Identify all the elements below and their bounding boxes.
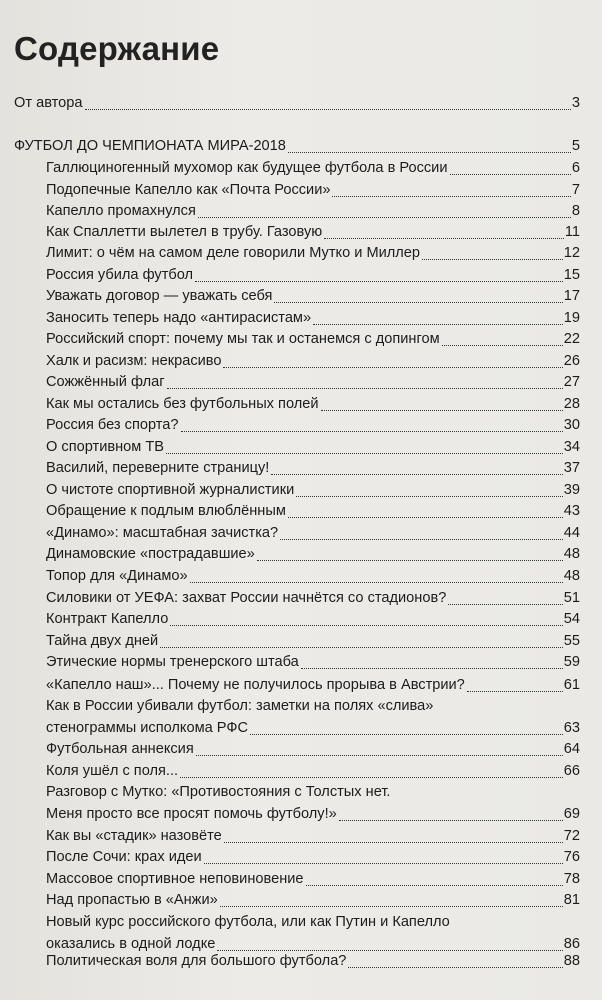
toc-entry-title: Этические нормы тренерского штаба xyxy=(46,654,299,670)
toc-entry-title: О чистоте спортивной журналистики xyxy=(46,482,295,498)
toc-leader-dots xyxy=(324,238,564,239)
toc-entry[interactable] xyxy=(46,157,580,179)
toc-entry-title: Россия убила футбол xyxy=(46,267,194,283)
toc-entry-line2 xyxy=(46,717,580,739)
toc-leader-dots xyxy=(224,842,563,843)
toc-page-number: 17 xyxy=(563,288,580,304)
toc-entry[interactable] xyxy=(46,457,580,479)
toc-page-number: 63 xyxy=(563,720,580,736)
toc-entry[interactable] xyxy=(46,307,580,329)
toc-leader-dots xyxy=(313,324,563,325)
toc-page-number: 19 xyxy=(563,310,580,326)
toc-page-number: 51 xyxy=(563,590,580,606)
toc-entry-title: «Капелло наш»... Почему не получилось прорыва в Австрии? xyxy=(46,677,465,693)
toc-leader-dots xyxy=(257,560,563,561)
toc-page-number: 27 xyxy=(563,374,580,390)
toc-leader-dots xyxy=(190,582,563,583)
toc-entry[interactable] xyxy=(46,285,580,307)
toc-entry[interactable] xyxy=(46,350,580,372)
page-title: Содержание xyxy=(14,30,220,67)
toc-entry-title: Динамовские «пострадавшие» xyxy=(46,546,255,562)
toc-leader-dots xyxy=(180,777,563,778)
toc-entry-title: стенограммы исполкома РФС xyxy=(46,720,249,736)
toc-page-number: 3 xyxy=(571,95,580,111)
toc-entry-title: Заносить теперь надо «антирасистам» xyxy=(46,310,312,326)
toc-page-number: 54 xyxy=(563,611,580,627)
toc-entry-title: Галлюциногенный мухомор как будущее футбола в России xyxy=(46,160,448,176)
toc-entry-title: Россия без спорта? xyxy=(46,417,179,433)
toc-entry[interactable] xyxy=(46,500,580,522)
toc-leader-dots xyxy=(280,539,563,540)
toc-leader-dots xyxy=(348,967,562,968)
toc-entry-title-line1: Как в России убивали футбол: заметки на полях «слива» xyxy=(46,698,434,714)
toc-page-number: 30 xyxy=(563,417,580,433)
toc-entry-title: Контракт Капелло xyxy=(46,611,169,627)
toc-entry[interactable] xyxy=(46,695,580,739)
toc-entry-title: Массовое спортивное неповиновение xyxy=(46,871,304,887)
toc-entry-title: Меня просто все просят помочь футболу!» xyxy=(46,806,337,822)
toc-entry[interactable] xyxy=(46,674,580,696)
toc-entry[interactable] xyxy=(46,608,580,630)
toc-page-number: 43 xyxy=(563,503,580,519)
toc-leader-dots xyxy=(198,217,571,218)
toc-leader-dots xyxy=(195,281,563,282)
toc-entry[interactable] xyxy=(46,543,580,565)
toc-entry[interactable] xyxy=(46,200,580,222)
toc-entry[interactable] xyxy=(46,868,580,890)
toc-leader-dots xyxy=(160,647,563,648)
toc-entry[interactable] xyxy=(46,328,580,350)
toc-entry-title: Как Спаллетти вылетел в трубу. Газовую xyxy=(46,224,323,240)
toc-entry-title: Футбольная аннексия xyxy=(46,741,194,757)
toc-entry[interactable] xyxy=(46,393,580,415)
toc-entry-title: От автора xyxy=(14,95,83,111)
toc-entry-title: оказались в одной лодке xyxy=(46,936,216,952)
toc-page-number: 61 xyxy=(563,677,580,693)
toc-page-number: 39 xyxy=(563,482,580,498)
toc-leader-dots xyxy=(170,625,562,626)
toc-leader-dots xyxy=(306,885,563,886)
toc-leader-dots xyxy=(450,174,571,175)
toc-leader-dots xyxy=(220,906,563,907)
toc-entry[interactable] xyxy=(46,414,580,436)
toc-leader-dots xyxy=(467,691,563,692)
toc-leader-dots xyxy=(196,755,563,756)
toc-leader-dots xyxy=(288,152,571,153)
toc-entry-title: Халк и расизм: некрасиво xyxy=(46,353,222,369)
toc-entry[interactable] xyxy=(46,630,580,652)
toc-page-number: 22 xyxy=(563,331,580,347)
toc-entry[interactable] xyxy=(46,587,580,609)
toc-entry-title: Силовики от УЕФА: захват России начнётся со стадионов? xyxy=(46,590,447,606)
toc-leader-dots xyxy=(296,496,563,497)
toc-entry-title: О спортивном ТВ xyxy=(46,439,165,455)
toc-page-number: 81 xyxy=(563,892,580,908)
toc-entry-title: Топор для «Динамо» xyxy=(46,568,188,584)
toc-entry-title: После Сочи: крах идеи xyxy=(46,849,202,865)
toc-entry-body xyxy=(46,911,580,955)
toc-leader-dots xyxy=(85,109,571,110)
toc-page-number: 26 xyxy=(563,353,580,369)
toc-entry-title-line1: Разговор с Мутко: «Противостояния с Толстых нет. xyxy=(46,784,391,800)
toc-entry[interactable] xyxy=(14,135,580,157)
toc-entry[interactable] xyxy=(46,889,580,911)
toc-leader-dots xyxy=(223,367,562,368)
toc-entry[interactable] xyxy=(46,522,580,544)
toc-page-number: 78 xyxy=(563,871,580,887)
toc-entry[interactable] xyxy=(46,781,580,825)
toc-page-number: 7 xyxy=(571,182,580,198)
toc-page-number: 66 xyxy=(563,763,580,779)
toc-entry[interactable] xyxy=(46,760,580,782)
toc-entry[interactable] xyxy=(46,371,580,393)
toc-entry-title: Капелло промахнулся xyxy=(46,203,196,219)
toc-entry[interactable] xyxy=(46,738,580,760)
toc-entry-title-line1: Новый курс российского футбола, или как Путин и Капелло xyxy=(46,914,450,930)
toc-leader-dots xyxy=(181,431,563,432)
toc-page-number: 6 xyxy=(571,160,580,176)
toc-page-number: 48 xyxy=(563,546,580,562)
toc-entry[interactable] xyxy=(46,846,580,868)
toc-entry[interactable] xyxy=(46,264,580,286)
toc-entry-title: Российский спорт: почему мы так и останемся с допингом xyxy=(46,331,440,347)
toc-leader-dots xyxy=(204,863,563,864)
toc-entry-title: ФУТБОЛ ДО ЧЕМПИОНАТА МИРА-2018 xyxy=(14,138,286,154)
toc-entry[interactable] xyxy=(46,950,580,972)
toc-entry[interactable] xyxy=(14,92,580,114)
toc-page-number: 59 xyxy=(563,654,580,670)
toc-page-number: 76 xyxy=(563,849,580,865)
toc-entry[interactable] xyxy=(46,825,580,847)
toc-entry[interactable] xyxy=(46,479,580,501)
toc-page-number: 64 xyxy=(563,741,580,757)
toc-leader-dots xyxy=(271,474,562,475)
toc-page-number: 69 xyxy=(563,806,580,822)
toc-leader-dots xyxy=(422,259,563,260)
toc-entry-body xyxy=(46,781,580,825)
toc-leader-dots xyxy=(167,388,563,389)
toc-leader-dots xyxy=(301,668,563,669)
toc-leader-dots xyxy=(166,453,563,454)
toc-page-number: 55 xyxy=(563,633,580,649)
toc-leader-dots xyxy=(448,604,562,605)
toc-entry-title: Политическая воля для большого футбола? xyxy=(46,953,347,969)
toc-page-number: 86 xyxy=(563,936,580,952)
toc-entry[interactable] xyxy=(46,221,580,243)
toc-page-number: 5 xyxy=(571,138,580,154)
toc-entry[interactable] xyxy=(46,651,580,673)
toc-entry-title: Василий, переверните страницу! xyxy=(46,460,270,476)
toc-page-number: 34 xyxy=(563,439,580,455)
toc-page-number: 12 xyxy=(563,245,580,261)
toc-entry-title: Обращение к подлым влюблённым xyxy=(46,503,286,519)
toc-entry-line2 xyxy=(46,803,580,825)
toc-page-number: 8 xyxy=(571,203,580,219)
toc-entry-title: «Динамо»: масштабная зачистка? xyxy=(46,525,279,541)
toc-page-number: 37 xyxy=(563,460,580,476)
toc-page-number: 44 xyxy=(563,525,580,541)
toc-leader-dots xyxy=(321,410,563,411)
toc-entry-title: Над пропастью в «Анжи» xyxy=(46,892,218,908)
toc-entry[interactable] xyxy=(46,911,580,955)
toc-leader-dots xyxy=(332,196,570,197)
toc-page-number: 28 xyxy=(563,396,580,412)
toc-entry-title: Как мы остались без футбольных полей xyxy=(46,396,319,412)
toc-entry-title: Коля ушёл с поля... xyxy=(46,763,179,779)
toc-entry-title: Как вы «стадик» назовёте xyxy=(46,828,222,844)
toc-page-number: 72 xyxy=(563,828,580,844)
toc-entry-body xyxy=(46,695,580,739)
toc-page-number: 15 xyxy=(563,267,580,283)
toc-entry-title: Лимит: о чём на самом деле говорили Мутко и Миллер xyxy=(46,245,421,261)
toc-leader-dots xyxy=(250,734,563,735)
toc-leader-dots xyxy=(288,517,563,518)
toc-entry-title: Уважать договор — уважать себя xyxy=(46,288,273,304)
toc-entry[interactable] xyxy=(46,179,580,201)
toc-entry-title: Сожжённый флаг xyxy=(46,374,165,390)
toc-page-number: 88 xyxy=(563,953,580,969)
toc-leader-dots xyxy=(442,345,563,346)
toc-page-number: 48 xyxy=(563,568,580,584)
toc-leader-dots xyxy=(339,820,563,821)
toc-leader-dots xyxy=(274,302,562,303)
toc-entry-title: Тайна двух дней xyxy=(46,633,159,649)
toc-entry[interactable] xyxy=(46,436,580,458)
toc-page-number: 11 xyxy=(564,224,580,240)
toc-entry-title: Подопечные Капелло как «Почта России» xyxy=(46,182,331,198)
toc-entry[interactable] xyxy=(46,242,580,264)
toc-entry[interactable] xyxy=(46,565,580,587)
